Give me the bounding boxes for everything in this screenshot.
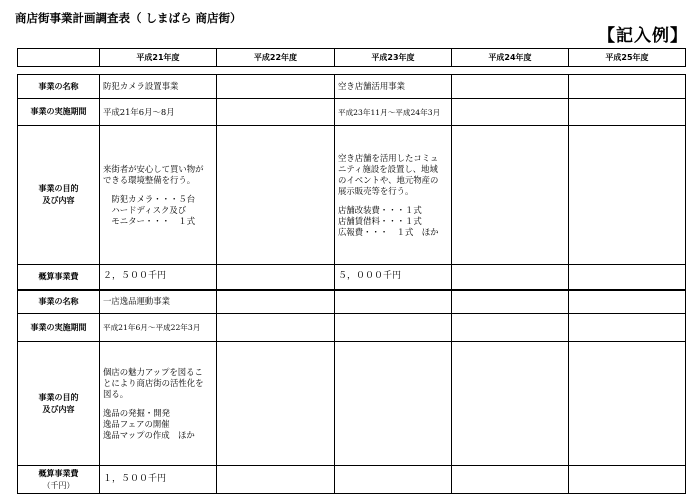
project-1-period: 平成21年6月～8月 [100,99,217,126]
period-label: 事業の実施期間 [18,99,100,126]
plan-table [17,48,686,494]
project-2-period-row [18,314,686,342]
project-1-cost-row [18,265,686,290]
year-header-row [18,49,686,67]
year-header: 平成23年度 [335,49,452,67]
project-1b-cost: ５，０００千円 [335,265,452,290]
year-header: 平成25年度 [569,49,686,67]
project-1-name: 防犯カメラ設置事業 [100,75,217,99]
cost-label: 概算事業費 [18,265,100,290]
project-2-cost-row [18,466,686,494]
corner-cell [18,49,100,67]
cost-label: 概算事業費 （千円） [18,466,100,494]
project-2-name: 一店逸品運動事業 [100,290,217,314]
year-header: 平成21年度 [100,49,217,67]
page-title: 商店街事業計画調査表（ しまばら 商店街） [15,11,242,25]
year-header: 平成22年度 [217,49,335,67]
example-badge: 【記入例】 [598,26,688,46]
purpose-label: 事業の目的 及び内容 [18,126,100,265]
project-1-cost: ２，５００千円 [100,265,217,290]
purpose-label: 事業の目的 及び内容 [18,342,100,466]
project-2-cost: １，５００千円 [100,466,217,494]
project-2-content: 個店の魅力アップを図るこ とにより商店街の活性化を 図る。 逸品の発掘・開発 逸品フェアの開催 逸品マップの作成 ほか [100,342,217,466]
project-1-period-row [18,99,686,126]
project-2-name-row [18,290,686,314]
project-1b-content: 空き店舗を活用したコミュ ニティ施設を設置し、地域 のイベントや、地元物産の 展示販売等を行う。 店舗改装費・・・１式 店舗賃借料・・・１式 広報費・・・ １式 ほか [335,126,452,265]
year-header: 平成24年度 [452,49,569,67]
project-2-content-row [18,342,686,466]
project-1b-period: 平成23年11月～平成24年3月 [335,99,452,126]
project-1b-name: 空き店舗活用事業 [335,75,452,99]
period-label: 事業の実施期間 [18,314,100,342]
project-1-content-row [18,126,686,265]
name-label: 事業の名称 [18,290,100,314]
project-2-period: 平成21年6月～平成22年3月 [100,314,217,342]
name-label: 事業の名称 [18,75,100,99]
project-1-name-row [18,75,686,99]
project-1-content: 来街者が安心して買い物が できる環境整備を行う。 防犯カメラ・・・５台 ハードディスク及び モニター・・・ １式 [100,126,217,265]
